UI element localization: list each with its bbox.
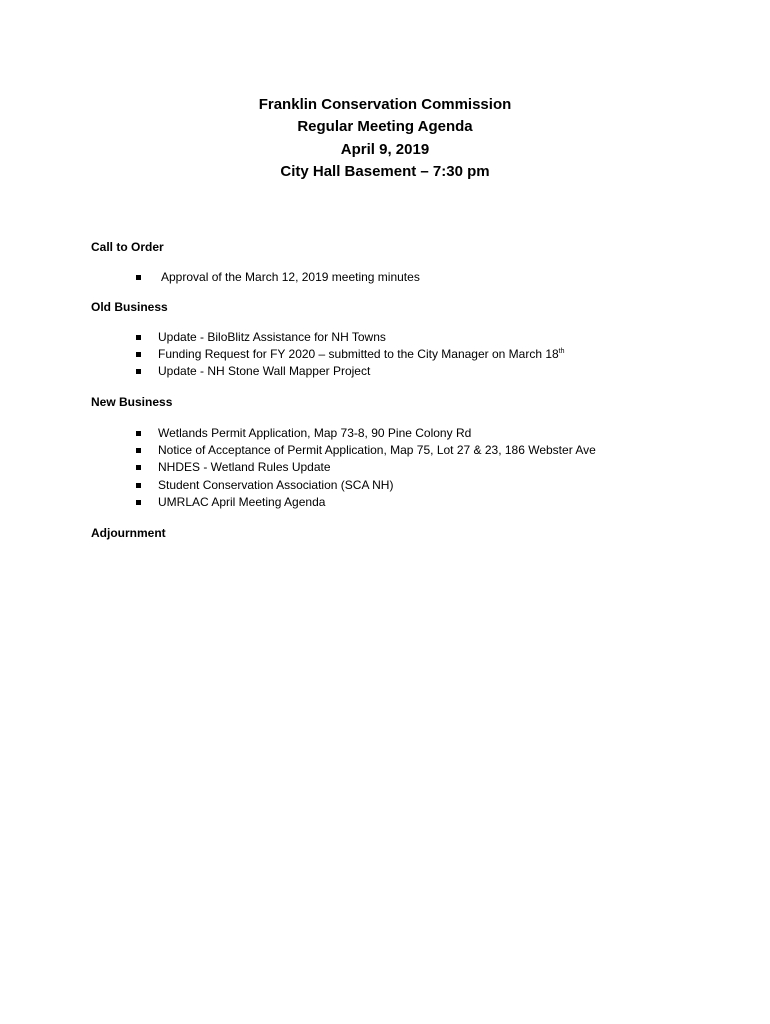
adjournment-heading: Adjournment (91, 526, 166, 540)
new-business-heading: New Business (91, 395, 173, 409)
old-business-heading: Old Business (91, 300, 168, 314)
call-to-order-list (136, 269, 420, 286)
list-item-text: Funding Request for FY 2020 – submitted to the City Manager on March 18 (158, 347, 559, 362)
square-bullet-icon (136, 431, 141, 436)
list-item-text: Student Conservation Association (SCA NH) (158, 477, 394, 492)
list-item (136, 346, 565, 363)
list-item-text: Update - NH Stone Wall Mapper Project (158, 364, 371, 379)
list-item (136, 329, 565, 346)
square-bullet-icon (136, 448, 141, 453)
square-bullet-icon (136, 352, 141, 357)
square-bullet-icon (136, 275, 141, 280)
new-business-list (136, 425, 596, 511)
agenda-title-block (0, 94, 770, 184)
square-bullet-icon (136, 335, 141, 340)
list-item-text: Notice of Acceptance of Permit Application, Map 75, Lot 27 & 23, 186 Webster Ave (158, 443, 596, 458)
list-item-text: Update - BiloBlitz Assistance for NH Towns (158, 330, 386, 344)
list-item-text: Approval of the March 12, 2019 meeting minutes (161, 270, 420, 284)
list-item-text: Wetlands Permit Application, Map 73-8, 90 Pine Colony Rd (158, 426, 472, 440)
meeting-type-title: Regular Meeting Agenda (297, 118, 473, 136)
old-business-list (136, 329, 565, 381)
organization-title: Franklin Conservation Commission (258, 96, 512, 113)
list-item (136, 442, 596, 459)
square-bullet-icon (136, 465, 141, 470)
list-item (136, 269, 420, 286)
list-item-text: UMRLAC April Meeting Agenda (158, 494, 326, 509)
list-item (136, 477, 596, 494)
list-item (136, 363, 565, 380)
square-bullet-icon (136, 500, 141, 505)
list-item (136, 425, 596, 442)
list-item (136, 459, 596, 476)
square-bullet-icon (136, 483, 141, 488)
list-item (136, 494, 596, 511)
square-bullet-icon (136, 369, 141, 374)
meeting-date: April 9, 2019 (340, 140, 430, 158)
ordinal-suffix: th (558, 348, 565, 356)
meeting-location-time: City Hall Basement – 7:30 pm (280, 163, 490, 181)
list-item-text: NHDES - Wetland Rules Update (158, 460, 331, 475)
call-to-order-heading: Call to Order (91, 240, 164, 254)
